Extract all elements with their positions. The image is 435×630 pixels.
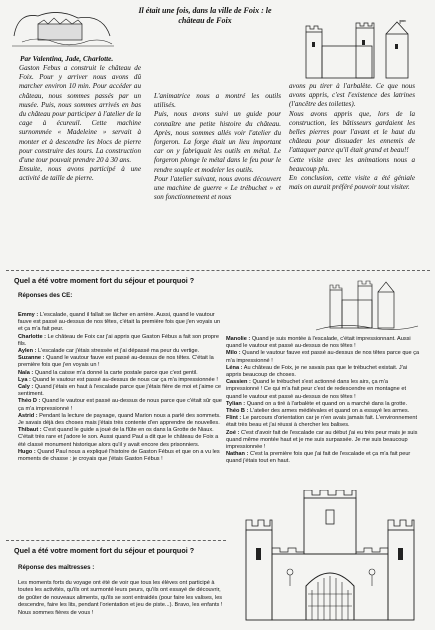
answer-item: Cassien : Quand le trébuchet s'est actionné dans les airs, ça m'a impressionné ! Ce qui m'a fait peur c'est de redescendre en montagne et quand le vautour est passé au-dessus de nos têtes ! xyxy=(226,379,406,400)
article-byline: Par Valentina, Jade, Charlotte. xyxy=(20,54,114,63)
col3-paragraph-3: Cette visite avec les animations nous a beaucoup plu. xyxy=(289,155,415,173)
header-drawing-right xyxy=(296,20,426,82)
section1-subheading: Réponses des CE: xyxy=(18,292,73,299)
bottom-castle-drawing xyxy=(232,490,428,624)
col2-paragraph-3: Pour l'atelier suivant, nous avons découvert une machine de guerre « Le trébuchet » et son fonctionnement et nous xyxy=(154,174,281,202)
answer-item: Théo B : L'atelier des armes médiévales et quand on a essayé les armes. xyxy=(226,408,410,415)
answer-item: Nathan : C'est la première fois que j'ai fait de l'escalade et ça m'a fait peur quand j'étais tout en haut. xyxy=(226,451,411,465)
answer-item: Tylian : Quand on a tiré à l'arbalète et quand on a marché dans la grotte. xyxy=(226,400,408,407)
col2-paragraph-2: Puis, nous avons suivi un guide pour connaître une petite histoire du château. Après, nous sommes allés voir l'atelier du forgeron. La forge était un lieu important car on y fabriquait les outils en métal. Le forgeron plonge le métal dans le feu pour le rendre souple et modeler les outils. xyxy=(154,110,281,174)
answer-item: Naïa : Quand la caisse m'a donné la carte postale parce que c'est gentil. xyxy=(18,369,198,376)
answer-item: Astrid : Pendant la lecture de paysage, quand Marion nous a parlé des sommets. Je savais déjà des choses mais j'étais très contente d'en apprendre de nouvelles. xyxy=(18,412,221,427)
section2-question: Quel a été votre moment fort du séjour et pourquoi ? xyxy=(14,546,195,555)
section2-subheading: Réponse des maîtresses : xyxy=(18,564,95,571)
answer-item: Charlotte : Le château de Foix car j'ai appris que Gaston Fébus a fait son propre fils. xyxy=(18,333,219,347)
answer-item: Zoé : C'est d'avoir fait de l'escalade car au début j'ai eu très peur mais je suis quand même montée haut et je me suis surpassée. Je me suis beaucoup impressionnée ! xyxy=(226,429,418,451)
article-column-3 xyxy=(289,82,415,192)
header-drawing-left xyxy=(8,6,118,52)
col2-paragraph-1: L'animatrice nous a montré les outils utilisés. xyxy=(154,92,281,110)
answer-item: Lya : Quand le vautour est passé au-dessus de nous car ça m'a impressionnée ! xyxy=(18,376,218,383)
article-column-1 xyxy=(19,64,141,184)
answer-item: Manolie : Quand je suis montée à l'escalade, c'était impressionnant. Aussi quand le vautour est passé au-dessus de nos têtes ! xyxy=(226,336,411,350)
answer-item: Thibaut : C'est quand le guide a joué de la flûte en os dans la Grotte de Niaux. C'était très rare et j'adore le son. Aussi quand Paul a dit que le château de Foix a été classé monument historique alors qu'il y avait encore des prisonniers. xyxy=(18,427,219,448)
answer-item: Milo : Quand le vautour fauve est passé au-dessus de nos têtes parce que ça m'a impressionné ! xyxy=(226,350,420,364)
answer-item: Flint : Le parcours d'orientation car je n'en avais jamais fait. L'environnement était très beau et j'ai réussi à chercher les balises. xyxy=(226,415,418,429)
article-column-2 xyxy=(154,92,281,202)
answer-item: Aylen : L'escalade car j'étais stressée et j'ai dépassé ma peur du vertige. xyxy=(18,348,200,355)
answer-item: Léna : Au château de Foix, je ne savais pas que le trébuchet existait. J'ai appris beaucoup de choses. xyxy=(226,364,408,379)
answer-item: Caly : Quand j'étais en haut à l'escalade parce que j'étais fière de moi et j'aime ce sentiment. xyxy=(18,384,221,398)
section2-text: Les moments forts du voyage ont été de voir que tous les élèves ont participé à toutes les activités, qu'ils ont surmonté leurs peurs, qu'ils ont essayé de découvrir, de goûter de nouveaux aliments, qu'ils se sont entraidés (pour faire les valises, les descendre, faire les lits, pendant l'orientation et jeu de piste...). Bravo, les enfants ! Nous sommes fières de vous ! xyxy=(18,580,223,616)
section1-answers-right xyxy=(226,336,422,466)
section-divider-1 xyxy=(6,270,430,271)
col3-paragraph-4: En conclusion, cette visite a été géniale mais on aurait préféré pouvoir tout visiter. xyxy=(289,174,415,192)
article-title: Il était une fois, dans la ville de Foix : le château de Foix xyxy=(138,6,272,25)
castle-gate-icon xyxy=(232,490,428,624)
answer-item: Suzanne : Quand le vautour fauve est passé au-dessus de nos têtes. C'était la première fois que j'en voyais un ! xyxy=(18,355,214,369)
castle-sketch-icon xyxy=(312,276,422,334)
col1-paragraph-1: Gaston Febus a construit le château de Foix. Pour y arriver nous avons dû marcher environ 10 min. Pour accéder au château, nous sommes passés par un musée. Puis, nous sommes arrivés en bas du château pour participer à l'atelier de la cage à écureuil. Cette machine surnommée « Madeleine » servait à monter et à descendre les blocs de pierre pour construire des tours. La construction d'une tour pouvait prendre 20 à 30 ans. xyxy=(19,64,141,165)
section1-question: Quel a été votre moment fort du séjour et pourquoi ? xyxy=(14,276,195,285)
section1-castle-drawing xyxy=(312,276,422,334)
answer-item: Emmy : L'escalade, quand il fallait se lâcher en arrière. Aussi, quand le vautour fauve est passé au-dessus de nos têtes, c'était la première fois que j'en voyais un et ça m'a fait peur. xyxy=(18,312,221,333)
col3-paragraph-1: avons pu tirer à l'arbalète. Ce que nous avons appris, c'est l'existence des latrines (l'ancêtre des toilettes). xyxy=(289,82,415,109)
col1-paragraph-2: Ensuite, nous avons participé à une activité de taille de pierre. xyxy=(19,165,141,183)
col3-paragraph-2: Nous avons appris que, lors de la construction, les bâtisseurs gardaient les belles pierres pour l'avant et le haut du château pour dissuader les ennemis de l'attaquer parce qu'il était grand et beau!! xyxy=(289,109,415,155)
castle-towers-icon xyxy=(296,20,426,82)
answer-item: Théo D : Quand le vautour est passé au-dessus de nous parce que c'était sûr que ça m'a impressionné ! xyxy=(18,398,222,412)
section-divider-2 xyxy=(6,540,226,541)
answer-item: Hugo : Quand Paul nous a expliqué l'histoire de Gaston Fébus et que on a vu les moments de chasse : je croyais que j'étais Gaston Fébus ! xyxy=(18,448,220,463)
section1-answers-left xyxy=(18,312,222,463)
castle-sketch-icon xyxy=(8,6,118,52)
